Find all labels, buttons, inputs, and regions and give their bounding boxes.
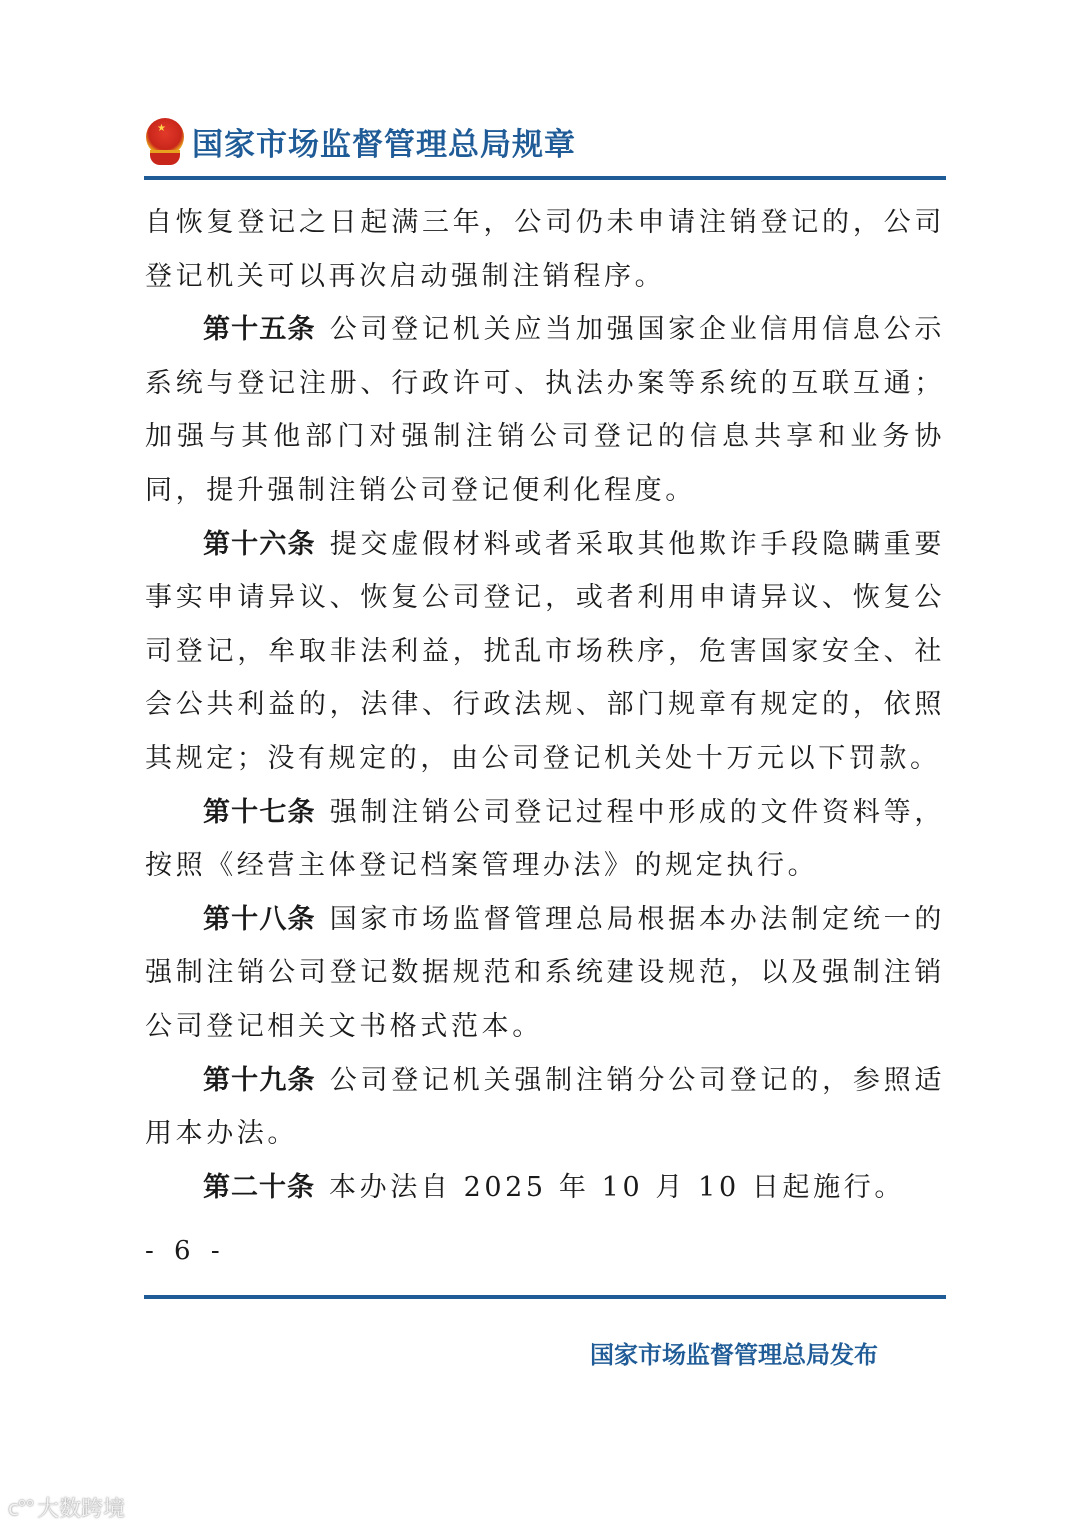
article-number: 第二十条 bbox=[203, 1171, 315, 1203]
article-text: 国家市场监督管理总局根据本办法制定统一的强制注销公司登记数据规范和系统建设规范，以及强制注销公司登记相关文书格式范本。 bbox=[145, 903, 946, 1042]
article-number: 第十八条 bbox=[203, 903, 316, 935]
watermark-logo-icon: ᴄ°° bbox=[8, 1495, 33, 1520]
paragraph-continuation bbox=[145, 196, 945, 303]
header-divider bbox=[144, 176, 946, 180]
article-15 bbox=[145, 303, 945, 517]
paragraph-text: 自恢复登记之日起满三年，公司仍未申请注销登记的，公司登记机关可以再次启动强制注销程序。 bbox=[145, 207, 945, 292]
article-16 bbox=[145, 518, 945, 786]
article-text: 本办法自 2025 年 10 月 10 日起施行。 bbox=[329, 1171, 905, 1203]
article-text: 强制注销公司登记过程中形成的文件资料等，按照《经营主体登记档案管理办法》的规定执行。 bbox=[145, 796, 946, 882]
article-number: 第十六条 bbox=[203, 528, 316, 560]
article-20 bbox=[145, 1161, 945, 1215]
document-body bbox=[145, 196, 945, 1214]
watermark bbox=[8, 1492, 125, 1523]
article-19 bbox=[145, 1054, 945, 1161]
footer-divider bbox=[144, 1295, 946, 1299]
document-header bbox=[144, 116, 576, 166]
national-emblem-icon: ★ bbox=[144, 118, 186, 164]
article-17 bbox=[145, 786, 945, 893]
article-number: 第十九条 bbox=[203, 1064, 316, 1096]
article-text: 公司登记机关强制注销分公司登记的，参照适用本办法。 bbox=[145, 1064, 946, 1150]
article-number: 第十七条 bbox=[203, 796, 316, 828]
article-number: 第十五条 bbox=[203, 314, 316, 346]
article-text: 提交虚假材料或者采取其他欺诈手段隐瞒重要事实申请异议、恢复公司登记，或者利用申请异议、恢复公司登记，牟取非法利益，扰乱市场秩序，危害国家安全、社会公共利益的，法律、行政法规、部门规章有规定的，依照其规定；没有规定的，由公司登记机关处十万元以下罚款。 bbox=[145, 528, 946, 774]
watermark-text: 大数跨境 bbox=[37, 1497, 126, 1522]
header-title: 国家市场监督管理总局规章 bbox=[192, 126, 576, 163]
article-18 bbox=[145, 893, 945, 1054]
page-number: - 6 - bbox=[145, 1236, 226, 1266]
article-text: 公司登记机关应当加强国家企业信用信息公示系统与登记注册、行政许可、执法办案等系统的互联互通；加强与其他部门对强制注销公司登记的信息共享和业务协同，提升强制注销公司登记便利化程度。 bbox=[145, 314, 946, 506]
footer-publisher: 国家市场监督管理总局发布 bbox=[590, 1341, 878, 1369]
